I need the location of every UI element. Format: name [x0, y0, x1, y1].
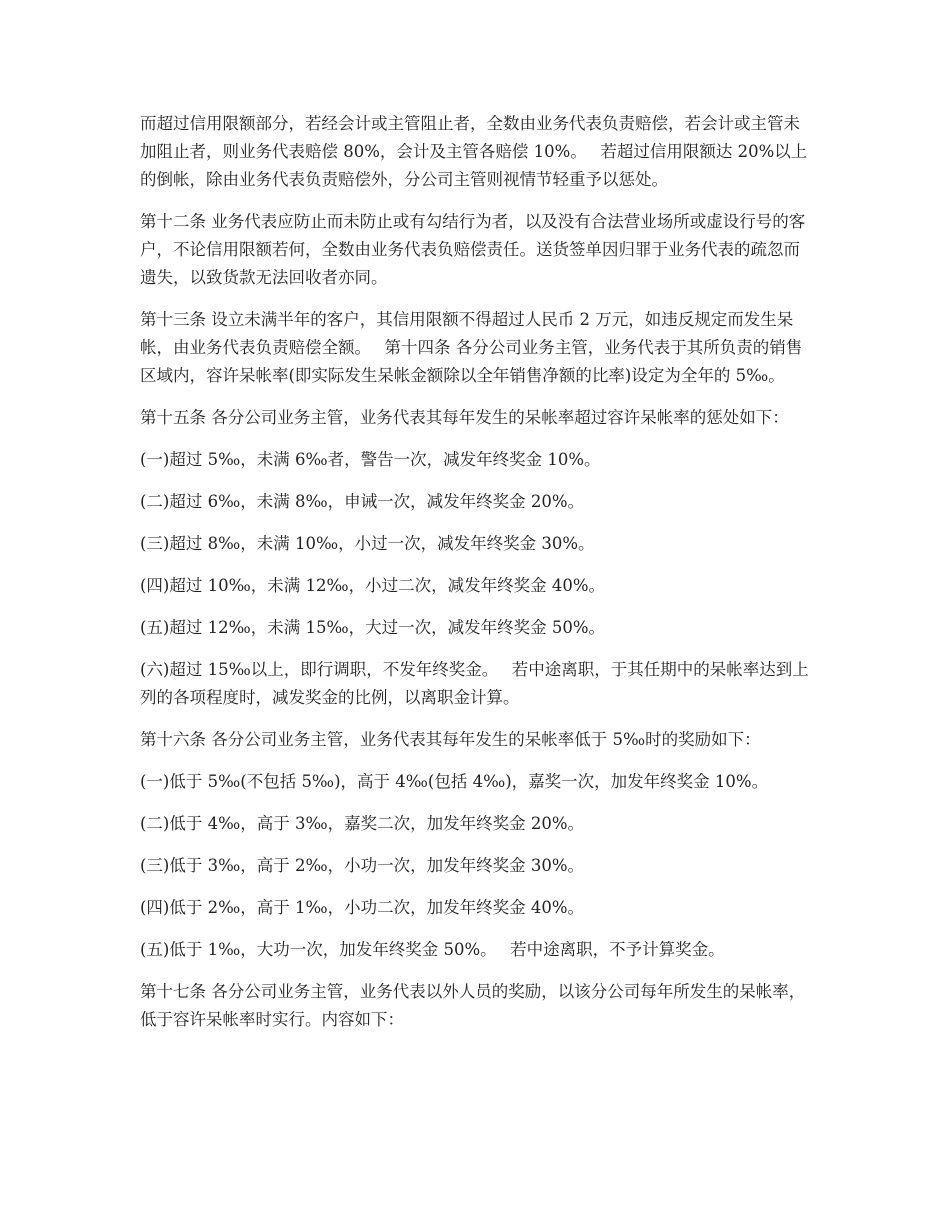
list-item-penalty-6: (六)超过 15‰以上，即行调职，不发年终奖金。 若中途离职，于其任期中的呆帐率达到上列的各项程度时，减发奖金的比例，以离职金计算。	[140, 660, 809, 707]
paragraph-article-17: 第十七条 各分公司业务主管，业务代表以外人员的奖励，以该分公司每年所发生的呆帐率，低于容许呆帐率时实行。内容如下：	[140, 982, 806, 1029]
list-item-reward-5: (五)低于 1‰，大功一次，加发年终奖金 50%。 若中途离职，不予计算奖金。	[140, 940, 725, 959]
document-body	[140, 110, 810, 1048]
list-item-penalty-4: (四)超过 10‰，未满 12‰，小过二次，减发年终奖金 40%。	[140, 576, 606, 595]
list-item-reward-3: (三)低于 3‰，高于 2‰，小功一次，加发年终奖金 30%。	[140, 856, 585, 875]
paragraph-article-12: 第十二条 业务代表应防止而未防止或有勾结行为者，以及没有合法营业场所或虚设行号的客户，不论信用限额若何，全数由业务代表负赔偿责任。送货签单因归罪于业务代表的疏忽而遗失，以致货款无法回收者亦同。	[140, 212, 806, 287]
paragraph-article-16: 第十六条 各分公司业务主管，业务代表其每年发生的呆帐率低于 5‰时的奖励如下：	[140, 730, 761, 749]
paragraph-article-15: 第十五条 各分公司业务主管，业务代表其每年发生的呆帐率超过容许呆帐率的惩处如下：	[140, 408, 789, 427]
list-item-penalty-5: (五)超过 12‰，未满 15‰，大过一次，减发年终奖金 50%。	[140, 618, 606, 637]
list-item-reward-1: (一)低于 5‰(不包括 5‰)，高于 4‰(包括 4‰)，嘉奖一次，加发年终奖金 10%。	[140, 772, 769, 791]
list-item-penalty-1: (一)超过 5‰，未满 6‰者，警告一次，减发年终奖金 10%。	[140, 450, 601, 469]
list-item-penalty-2: (二)超过 6‰，未满 8‰，申诫一次，减发年终奖金 20%。	[140, 492, 585, 511]
paragraph-article-13-14: 第十三条 设立未满半年的客户，其信用限额不得超过人民币 2 万元，如违反规定而发生呆帐，由业务代表负责赔偿全额。 第十四条 各分公司业务主管，业务代表于其所负责的销售区域内，容许呆帐率(即实际发生呆帐金额除以全年销售净额的比率)设定为全年的 5‰。	[140, 310, 803, 385]
list-item-reward-4: (四)低于 2‰，高于 1‰，小功二次，加发年终奖金 40%。	[140, 898, 585, 917]
paragraph-credit-overrun: 而超过信用限额部分，若经会计或主管阻止者，全数由业务代表负责赔偿，若会计或主管未加阻止者，则业务代表赔偿 80%，会计及主管各赔偿 10%。 若超过信用限额达 20%以上的倒帐，除由业务代表负责赔偿外，分公司主管则视情节轻重予以惩处。	[140, 114, 808, 189]
list-item-penalty-3: (三)超过 8‰，未满 10‰，小过一次，减发年终奖金 30%。	[140, 534, 595, 553]
list-item-reward-2: (二)低于 4‰，高于 3‰，嘉奖二次，加发年终奖金 20%。	[140, 814, 585, 833]
